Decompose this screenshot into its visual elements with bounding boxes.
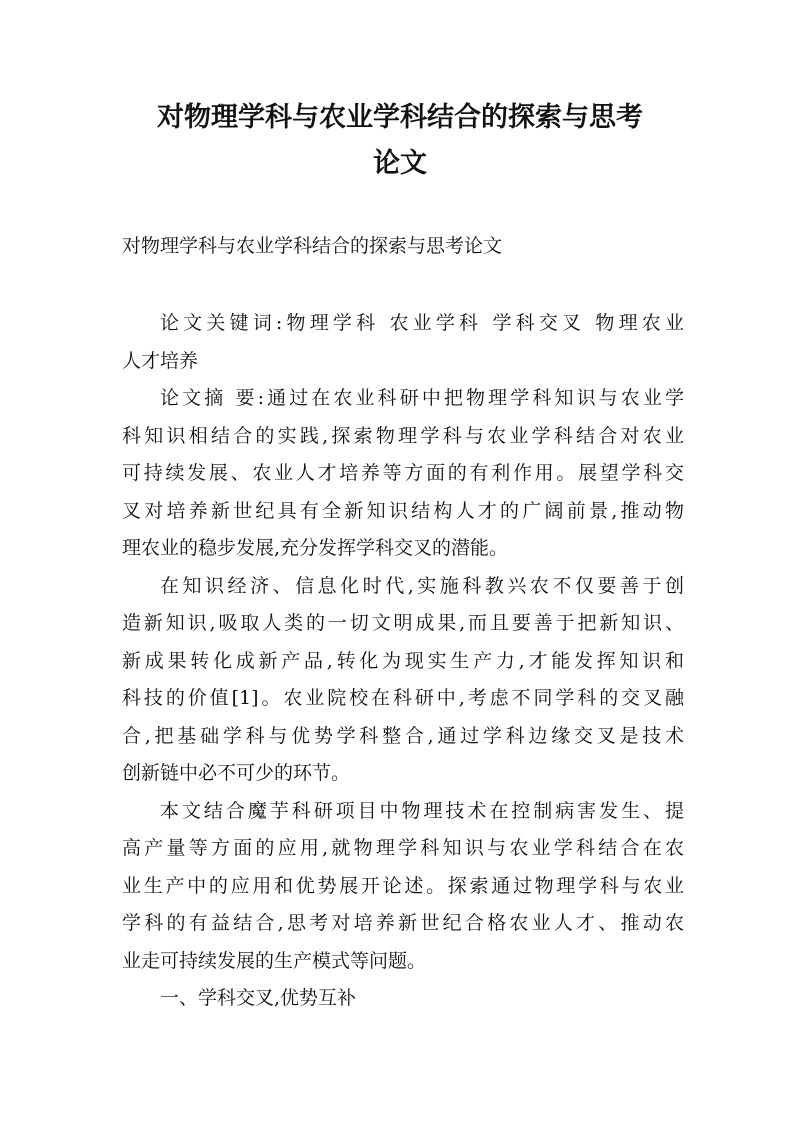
document-subtitle: 对物理学科与农业学科结合的探索与思考论文 [122,235,503,257]
paragraph-line: 创新链中必不可少的环节。 [122,762,351,784]
keywords-line: 人才培养 [122,349,199,372]
document-body [122,305,684,1018]
abstract-line: 可持续发展、农业人才培养等方面的有利作用。展望学科交 [122,462,684,484]
abstract-line: 论文摘 要:通过在农业科研中把物理学科知识与农业学 [160,387,684,409]
section-heading: 一、学科交叉,优势互补 [160,987,357,1009]
document-title [100,95,700,187]
abstract-line: 理农业的稳步发展,充分发挥学科交叉的潜能。 [122,537,509,559]
paragraph-line: 本文结合魔芋科研项目中物理技术在控制病害发生、提 [160,799,684,822]
paragraph-line: 学科的有益结合,思考对培养新世纪合格农业人才、推动农 [122,912,684,934]
abstract-line: 叉对培养新世纪具有全新知识结构人才的广阔前景,推动物 [122,499,684,522]
paragraph-line: 在知识经济、信息化时代,实施科教兴农不仅要善于创 [160,574,684,597]
paragraph-line: 造新知识,吸取人类的一切文明成果,而且要善于把新知识、 [122,612,684,634]
paragraph-line: 科技的价值[1]。农业院校在科研中,考虑不同学科的交叉融 [122,687,684,709]
paragraph-line: 业走可持续发展的生产模式等问题。 [122,949,427,972]
paragraph-line: 新成果转化成新产品,转化为现实生产力,才能发挥知识和 [122,649,684,672]
abstract-line: 科知识相结合的实践,探索物理学科与农业学科结合对农业 [122,424,684,447]
paragraph-line: 业生产中的应用和优势展开论述。探索通过物理学科与农业 [122,874,684,897]
paragraph-line: 合,把基础学科与优势学科整合,通过学科边缘交叉是技术 [122,724,684,747]
paragraph-line: 高产量等方面的应用,就物理学科知识与农业学科结合在农 [122,837,684,859]
keywords-line: 论文关键词:物理学科 农业学科 学科交叉 物理农业 [160,312,684,334]
title-line: 论文 [373,148,427,179]
title-line: 对物理学科与农业学科结合的探索与思考 [157,102,643,133]
